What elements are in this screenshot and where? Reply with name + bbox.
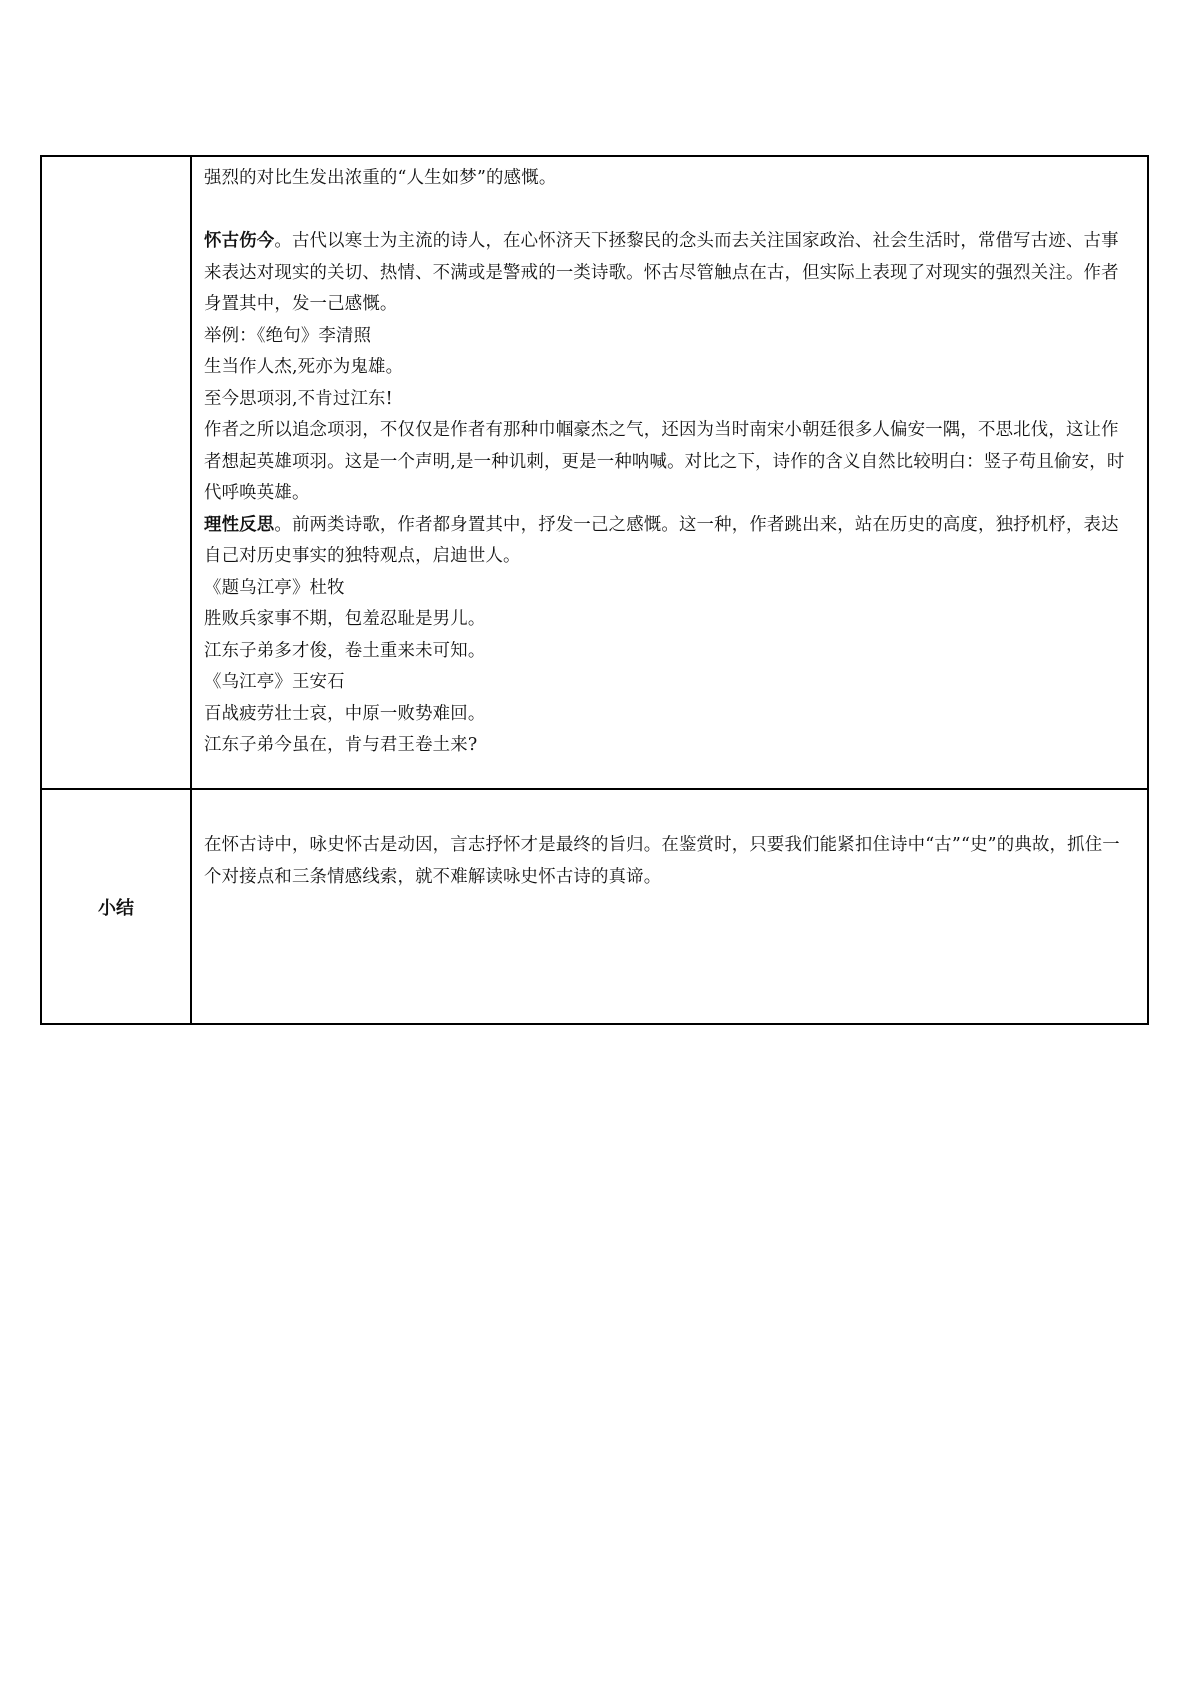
poem-line: 生当作人杰,死亦为鬼雄。 (204, 357, 404, 377)
section-text: 。古代以寒士为主流的诗人，在心怀济天下拯黎民的念头而去关注国家政治、社会生活时，常借写古迹、古事来表达对现实的关切、热情、不满或是警戒的一类诗歌。怀古尽管触点在古，但实际上表现了对现实的强烈关注。作者身置其中，发一己感慨。 (204, 231, 1119, 314)
opening-line: 强烈的对比生发出浓重的“人生如梦”的感慨。 (204, 168, 557, 188)
section-text: 。前两类诗歌，作者都身置其中，抒发一己之感慨。这一种，作者跳出来，站在历史的高度，独抒机杼，表达自己对历史事实的独特观点，启迪世人。 (204, 514, 1119, 566)
table-row-summary (41, 789, 1148, 1024)
poem-line: 至今思项羽,不肯过江东! (204, 388, 393, 409)
poem-line: 江东子弟多才俊，卷土重来未可知。 (204, 640, 486, 661)
example-title: 举例：《绝句》李清照 (204, 325, 372, 346)
summary-label-cell (41, 789, 191, 1024)
section-heading: 理性反思 (204, 514, 275, 535)
analysis-paragraph: 作者之所以追念项羽，不仅仅是作者有那种巾帼豪杰之气，还因为当时南宋小朝廷很多人偏安一隅，不思北伐，这让作者想起英雄项羽。这是一个声明,是一种讥刺，更是一种呐喊。对比之下，诗作的含义自然比较明白：竖子苟且偷安，时代呼唤英雄。 (204, 420, 1125, 503)
content-cell-main (191, 156, 1148, 789)
section-huaigu-shangjin (204, 226, 1135, 321)
summary-content-cell (191, 789, 1148, 1024)
poem-title: 《题乌江亭》杜牧 (204, 577, 345, 598)
lesson-table (40, 155, 1149, 1025)
summary-text: 在怀古诗中，咏史怀古是动因，言志抒怀才是最终的旨归。在鉴赏时，只要我们能紧扣住诗中“古”“史”的典故，抓住一个对接点和三条情感线索，就不难解读咏史怀古诗的真谛。 (204, 835, 1120, 887)
poem-line: 江东子弟今虽在，肯与君王卷土来? (204, 735, 478, 755)
label-cell-empty (41, 156, 191, 789)
blank-line (204, 195, 1135, 227)
poem-title: 《乌江亭》王安石 (204, 672, 345, 692)
section-lixing-fansi (204, 510, 1135, 573)
poem-line: 胜败兵家事不期，包羞忍耻是男儿。 (204, 609, 486, 629)
section-heading: 怀古伤今 (204, 231, 275, 251)
summary-label: 小结 (98, 897, 134, 919)
table-row-content (41, 156, 1148, 789)
poem-line: 百战疲劳壮士哀，中原一败势难回。 (204, 703, 486, 724)
